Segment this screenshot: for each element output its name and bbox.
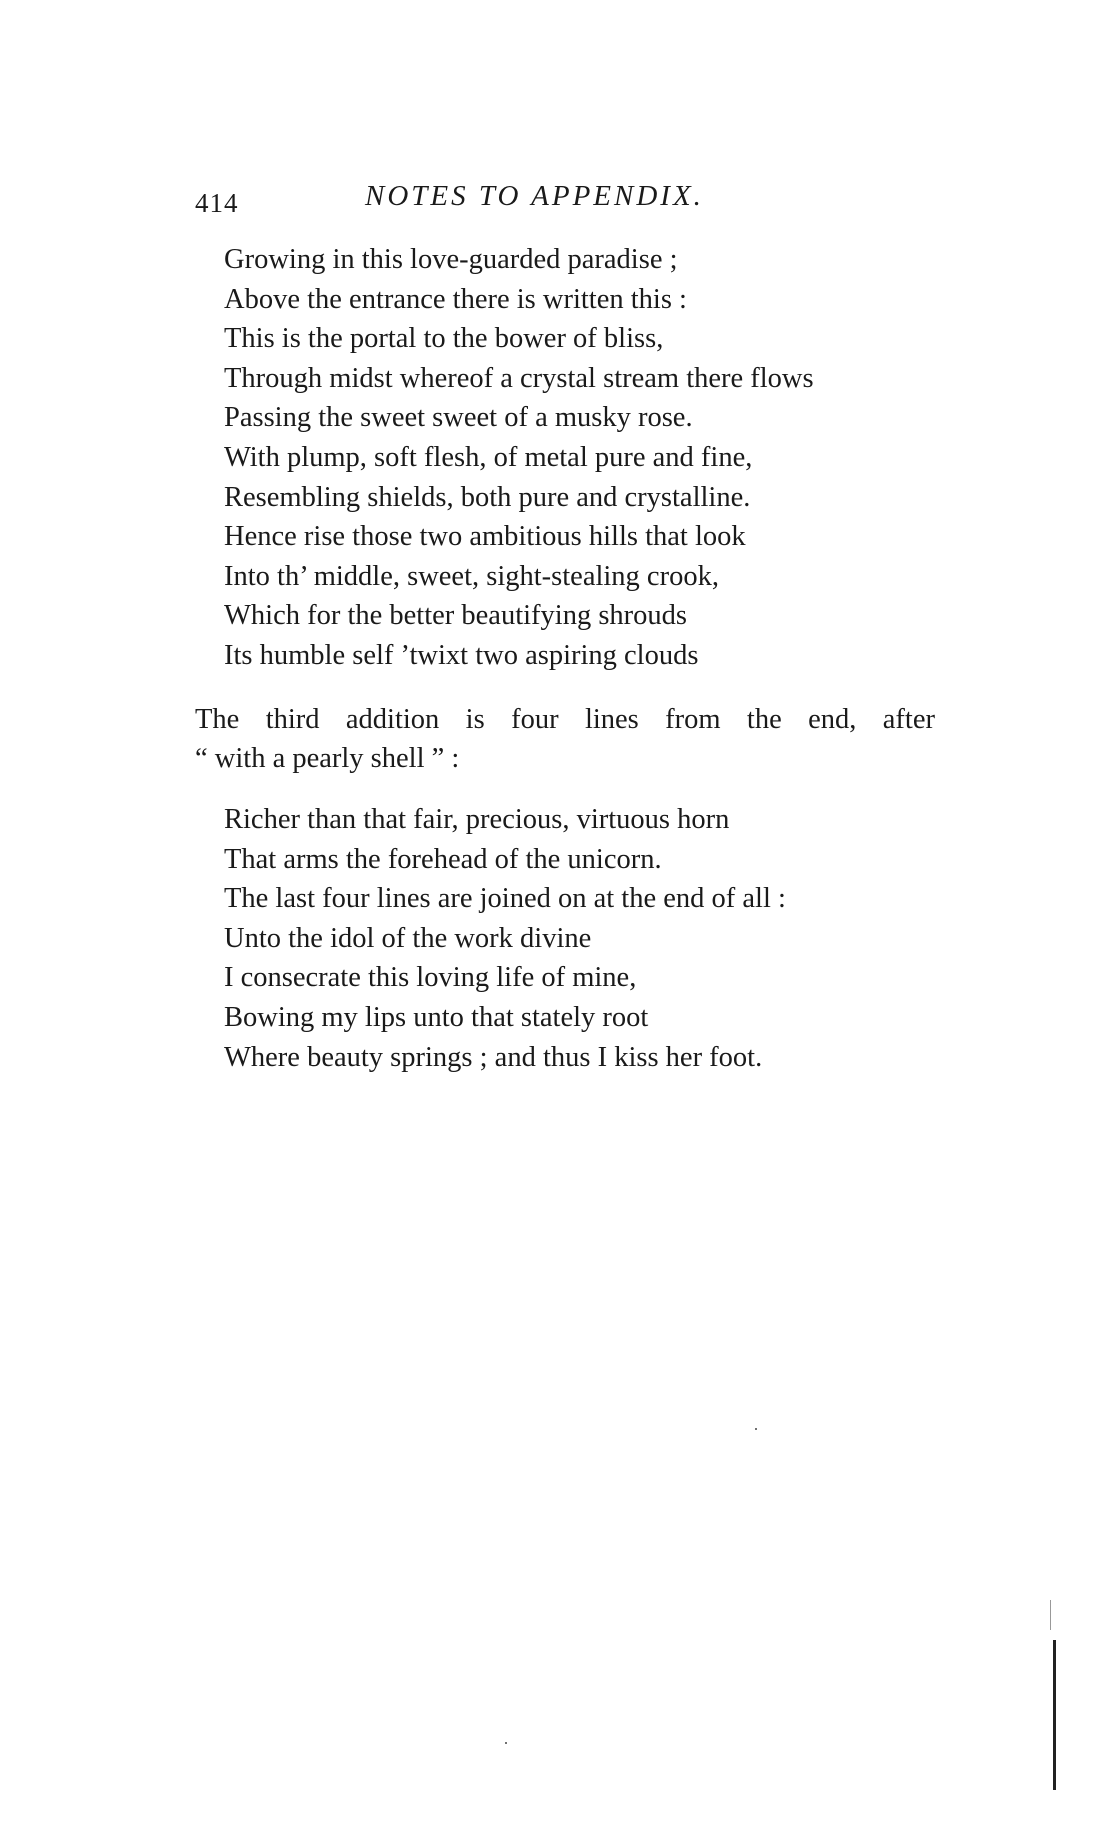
verse-line: I consecrate this loving life of mine, xyxy=(224,962,637,994)
verse-line: Which for the better beautifying shrouds xyxy=(224,600,687,632)
verse-line: Its humble self ’twixt two aspiring clouds xyxy=(224,639,699,671)
verse-line: With plump, soft flesh, of metal pure and fine, xyxy=(224,441,753,473)
verse-line: That arms the forehead of the unicorn. xyxy=(224,843,662,875)
scan-speck xyxy=(505,1742,507,1744)
verse-line: Hence rise those two ambitious hills that look xyxy=(224,521,746,553)
scan-edge-mark xyxy=(1050,1600,1051,1630)
verse-line: Above the entrance there is written this : xyxy=(224,283,687,315)
verse-stanza-2 xyxy=(224,800,786,1077)
verse-line: Unto the idol of the work divine xyxy=(224,922,592,954)
verse-line: Resembling shields, both pure and crystalline. xyxy=(224,481,751,513)
verse-stanza-1 xyxy=(224,240,814,676)
verse-line: Through midst whereof a crystal stream there flows xyxy=(224,362,814,394)
scan-speck xyxy=(755,1428,757,1430)
verse-line: Bowing my lips unto that stately root xyxy=(224,1001,649,1033)
verse-line: The last four lines are joined on at the end of all : xyxy=(224,883,786,915)
header-title: NOTES TO APPENDIX. xyxy=(365,180,704,212)
scan-edge-mark xyxy=(1053,1640,1056,1790)
prose-paragraph xyxy=(195,700,935,778)
prose-line: The third addition is four lines from the end, after xyxy=(195,704,935,735)
verse-line: Where beauty springs ; and thus I kiss her foot. xyxy=(224,1041,763,1073)
running-head xyxy=(195,180,955,220)
page-number: 414 xyxy=(195,188,239,218)
verse-line: Into th’ middle, sweet, sight-stealing crook, xyxy=(224,560,719,592)
prose-line: “ with a pearly shell ” : xyxy=(195,743,460,774)
verse-line: Passing the sweet sweet of a musky rose. xyxy=(224,402,693,434)
verse-line: This is the portal to the bower of bliss, xyxy=(224,323,664,355)
verse-line: Growing in this love-guarded paradise ; xyxy=(224,244,678,275)
verse-line: Richer than that fair, precious, virtuous horn xyxy=(224,804,730,835)
